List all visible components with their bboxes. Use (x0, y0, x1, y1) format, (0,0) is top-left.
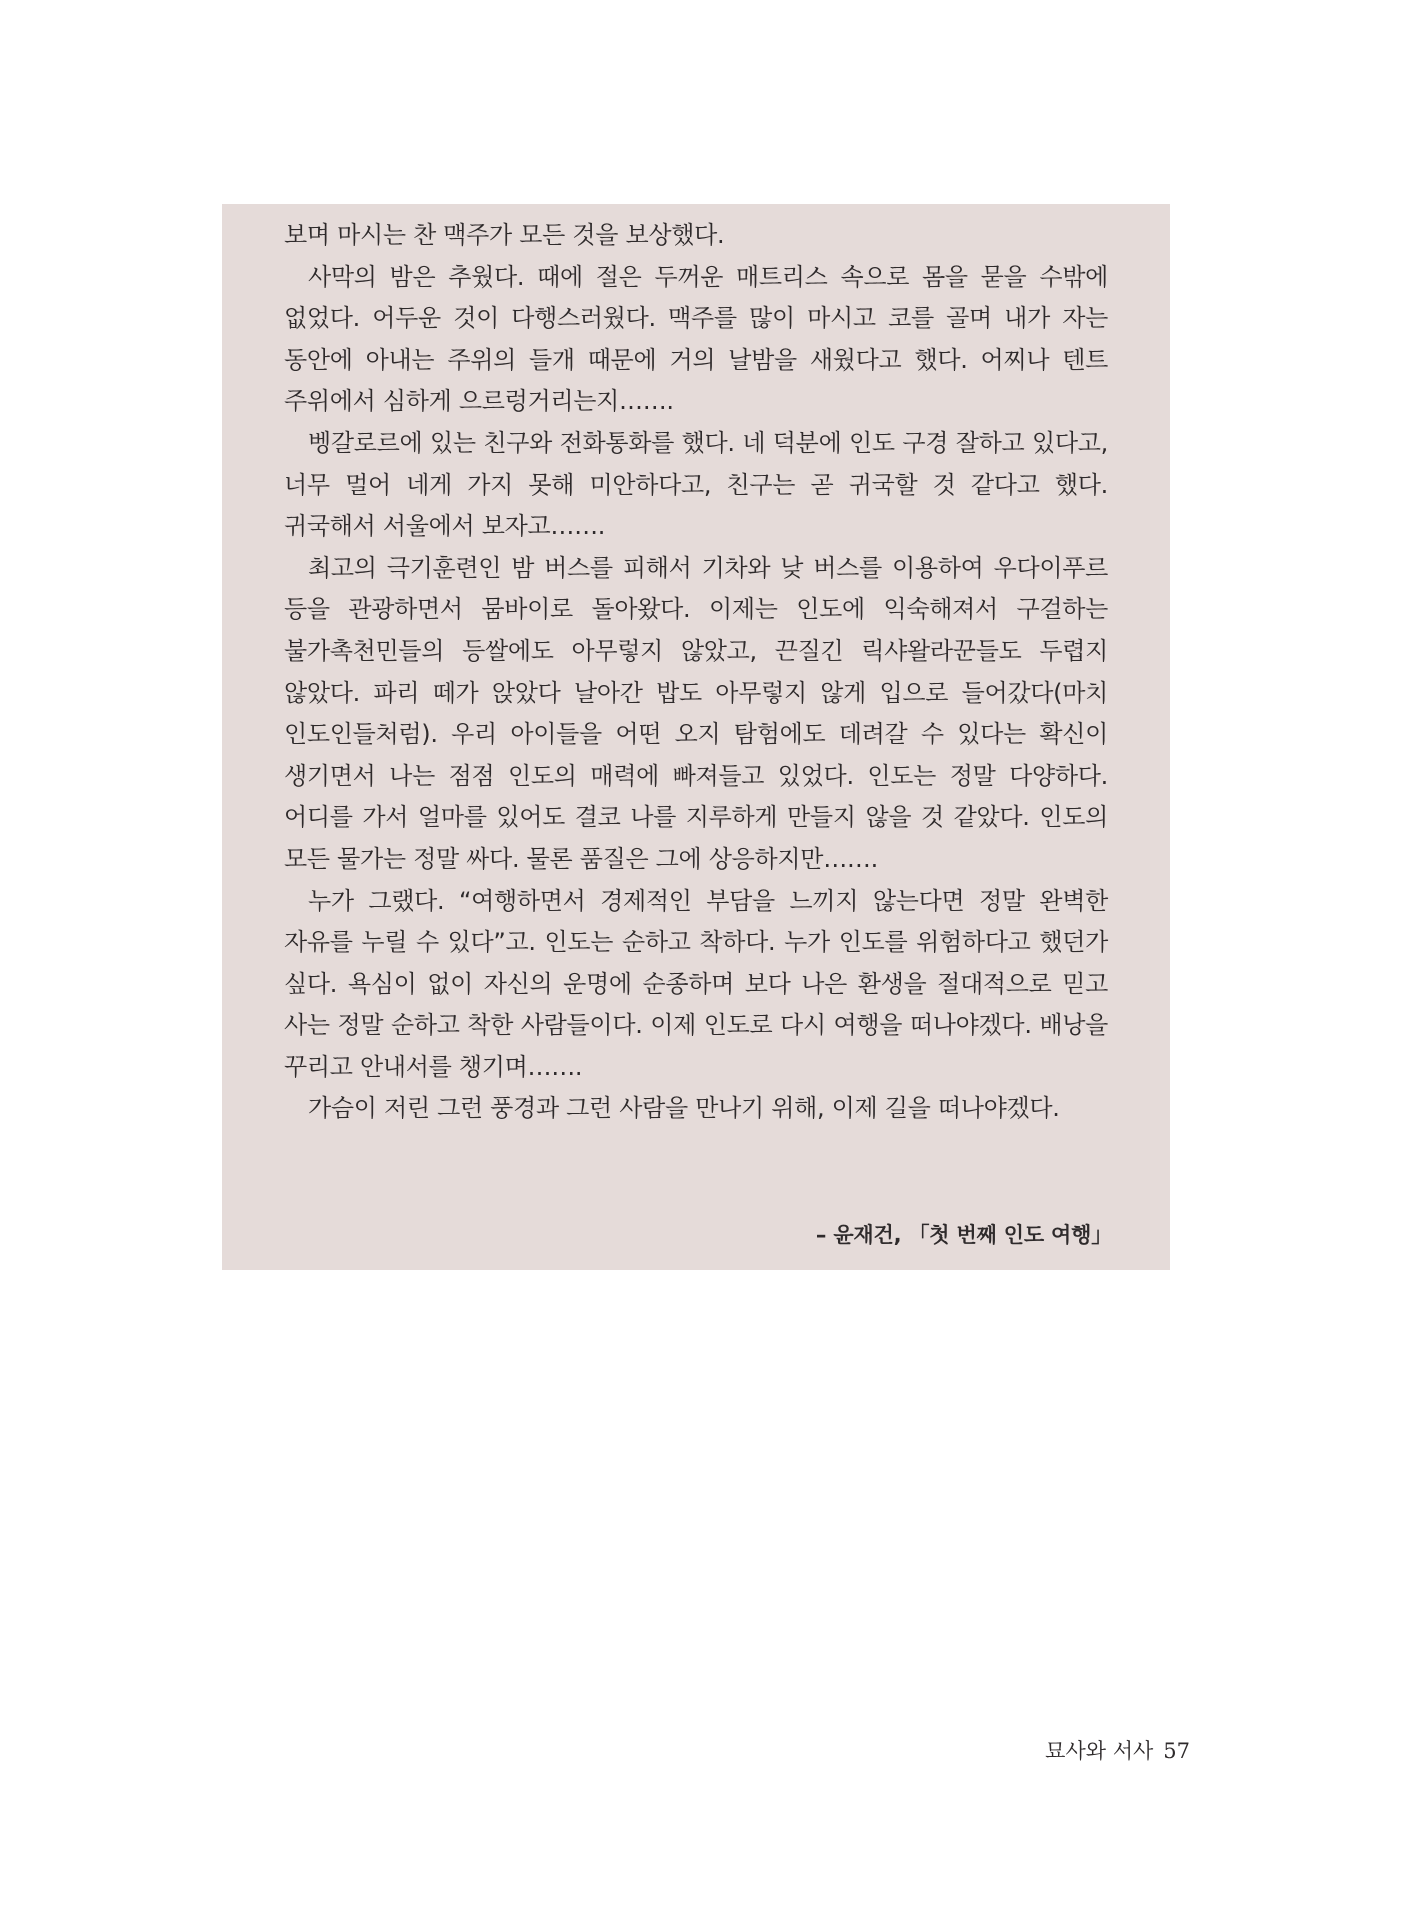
section-name: 묘사와 서사 (1045, 1739, 1154, 1763)
excerpt-text (284, 215, 1108, 1130)
excerpt-paragraph: 벵갈로르에 있는 친구와 전화통화를 했다. 네 덕분에 인도 구경 잘하고 있다고, 너무 멀어 네게 가지 못해 미안하다고, 친구는 곧 귀국할 것 같다고 했다. 귀국해서 서울에서 보자고……. (284, 428, 1108, 541)
excerpt-paragraph: 최고의 극기훈련인 밤 버스를 피해서 기차와 낮 버스를 이용하여 우다이푸르 등을 관광하면서 뭄바이로 돌아왔다. 이제는 인도에 익숙해져서 구걸하는 불가촉천민들의 등쌀에도 아무렇지 않았고, 끈질긴 릭샤왈라꾼들도 두렵지 않았다. 파리 떼가 앉았다 날아간 밥도 아무렇지 않게 입으로 들어갔다(마치 인도인들처럼). 우리 아이들을 어떤 오지 탐험에도 데려갈 수 있다는 확신이 생기면서 나는 점점 인도의 매력에 빠져들고 있었다. 인도는 정말 다양하다. 어디를 가서 얼마를 있어도 결코 나를 지루하게 만들지 않을 것 같았다. 인도의 모든 물가는 정말 싸다. 물론 품질은 그에 상응하지만……. (284, 553, 1108, 873)
attribution: – 윤재건, 「첫 번째 인도 여행」 (815, 1223, 1112, 1247)
excerpt-paragraph: 보며 마시는 찬 맥주가 모든 것을 보상했다. (284, 221, 725, 249)
page-number: 57 (1163, 1739, 1190, 1763)
excerpt-paragraph: 사막의 밤은 추웠다. 때에 절은 두꺼운 매트리스 속으로 몸을 묻을 수밖에 없었다. 어두운 것이 다행스러웠다. 맥주를 많이 마시고 코를 골며 내가 자는 동안에 아내는 주위의 들개 때문에 거의 날밤을 새웠다고 했다. 어찌나 텐트 주위에서 심하게 으르렁거리는지……. (284, 262, 1108, 416)
excerpt-box (222, 204, 1170, 1270)
page-folio (1045, 1735, 1190, 1765)
excerpt-paragraph: 가슴이 저린 그런 풍경과 그런 사람을 만나기 위해, 이제 길을 떠나야겠다. (308, 1094, 1060, 1123)
excerpt-paragraph: 누가 그랬다. “여행하면서 경제적인 부담을 느끼지 않는다면 정말 완벽한 자유를 누릴 수 있다”고. 인도는 순하고 착하다. 누가 인도를 위험하다고 했던가 싶다. 욕심이 없이 자신의 운명에 순종하며 보다 나은 환생을 절대적으로 믿고 사는 정말 순하고 착한 사람들이다. 이제 인도로 다시 여행을 떠나야겠다. 배낭을 꾸리고 안내서를 챙기며……. (284, 886, 1108, 1081)
